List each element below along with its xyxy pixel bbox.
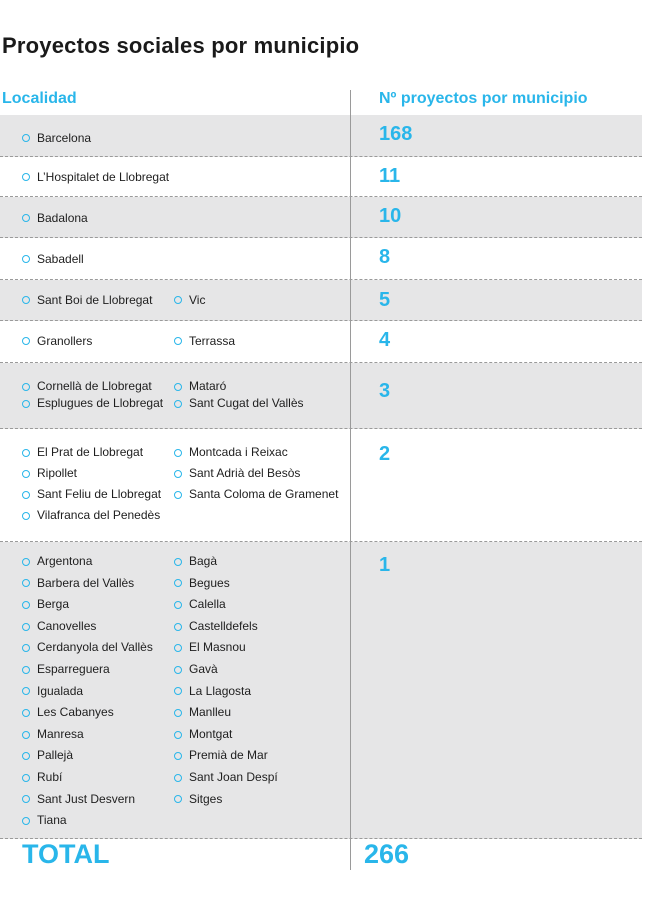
locality-column bbox=[22, 442, 161, 526]
municipality-item bbox=[174, 573, 278, 595]
bullet-circle-icon bbox=[22, 752, 30, 760]
bullet-circle-icon bbox=[174, 774, 182, 782]
municipality-item bbox=[174, 702, 278, 724]
municipality-name: Badalona bbox=[37, 211, 88, 225]
project-count: 10 bbox=[379, 205, 402, 227]
bullet-circle-icon bbox=[174, 666, 182, 674]
municipality-item bbox=[22, 789, 153, 811]
municipality-name: Igualada bbox=[37, 683, 84, 698]
municipality-name: Terrassa bbox=[189, 334, 236, 348]
municipality-name: Rubí bbox=[37, 769, 63, 784]
project-count: 4 bbox=[379, 329, 391, 351]
municipality-name: Sant Just Desvern bbox=[37, 791, 136, 806]
bullet-circle-icon bbox=[174, 337, 182, 345]
table-row bbox=[0, 363, 642, 429]
table-row bbox=[0, 321, 642, 363]
project-count: 3 bbox=[379, 380, 391, 402]
municipality-name: Tiana bbox=[37, 813, 67, 828]
municipality-name: El Prat de Llobregat bbox=[37, 445, 144, 459]
locality-column bbox=[174, 331, 235, 351]
municipality-name: Esparreguera bbox=[37, 661, 110, 676]
bullet-circle-icon bbox=[22, 579, 30, 587]
municipality-name: Vilafranca del Penedès bbox=[37, 508, 161, 522]
bullet-circle-icon bbox=[174, 383, 182, 391]
project-count: 8 bbox=[379, 246, 391, 268]
municipality-item bbox=[22, 810, 153, 832]
municipality-name: Argentona bbox=[37, 554, 93, 568]
bullet-circle-icon bbox=[22, 601, 30, 609]
bullet-circle-icon bbox=[22, 774, 30, 782]
municipality-name: Sitges bbox=[189, 791, 223, 806]
table-body bbox=[0, 115, 642, 839]
locality-column bbox=[22, 208, 88, 228]
bullet-circle-icon bbox=[174, 449, 182, 457]
municipality-name: Castelldefels bbox=[189, 618, 258, 633]
municipality-name: Bagà bbox=[189, 554, 218, 568]
municipality-item bbox=[174, 681, 278, 703]
municipality-name: Vic bbox=[189, 293, 206, 307]
municipality-item bbox=[22, 702, 153, 724]
municipality-item bbox=[22, 442, 161, 463]
bullet-circle-icon bbox=[22, 491, 30, 499]
municipality-name: Begues bbox=[189, 575, 230, 590]
bullet-circle-icon bbox=[174, 623, 182, 631]
municipality-name: Esplugues de Llobregat bbox=[37, 396, 164, 410]
municipality-item bbox=[22, 128, 91, 148]
municipality-item bbox=[22, 551, 153, 573]
bullet-circle-icon bbox=[22, 558, 30, 566]
municipality-item bbox=[174, 789, 278, 811]
municipality-name: Sant Boi de Llobregat bbox=[37, 293, 153, 307]
municipality-item bbox=[174, 767, 278, 789]
bullet-circle-icon bbox=[174, 601, 182, 609]
municipality-item bbox=[174, 724, 278, 746]
locality-cell bbox=[0, 321, 350, 362]
municipality-name: Sant Adrià del Besòs bbox=[189, 466, 301, 480]
municipality-name: L’Hospitalet de Llobregat bbox=[37, 170, 170, 184]
bullet-circle-icon bbox=[22, 623, 30, 631]
bullet-circle-icon bbox=[22, 296, 30, 304]
table-row bbox=[0, 115, 642, 157]
bullet-circle-icon bbox=[22, 214, 30, 222]
bullet-circle-icon bbox=[174, 709, 182, 717]
municipality-item bbox=[22, 505, 161, 526]
bullet-circle-icon bbox=[22, 709, 30, 717]
locality-cell bbox=[0, 542, 350, 838]
municipality-name: Barcelona bbox=[37, 131, 92, 145]
municipality-name: Sant Feliu de Llobregat bbox=[37, 487, 162, 501]
municipality-item bbox=[174, 395, 304, 412]
municipality-item bbox=[174, 442, 338, 463]
municipality-name: Montgat bbox=[189, 726, 233, 741]
municipality-item bbox=[22, 249, 84, 269]
locality-column bbox=[22, 128, 91, 148]
municipality-item bbox=[22, 637, 153, 659]
municipality-name: Cornellà de Llobregat bbox=[37, 379, 152, 393]
header-count: Nº proyectos por municipio bbox=[379, 90, 588, 107]
locality-column bbox=[174, 442, 338, 505]
bullet-circle-icon bbox=[22, 134, 30, 142]
municipality-name: Santa Coloma de Gramenet bbox=[189, 487, 339, 501]
bullet-circle-icon bbox=[22, 400, 30, 408]
bullet-circle-icon bbox=[174, 644, 182, 652]
municipality-item bbox=[22, 573, 153, 595]
municipality-name: Pallejà bbox=[37, 748, 74, 763]
municipality-item bbox=[174, 659, 278, 681]
municipality-item bbox=[174, 331, 235, 351]
total-label: TOTAL bbox=[22, 839, 110, 869]
locality-column bbox=[174, 378, 304, 412]
municipality-name: Cerdanyola del Vallès bbox=[37, 640, 153, 655]
bullet-circle-icon bbox=[22, 644, 30, 652]
table-row bbox=[0, 157, 642, 197]
bullet-circle-icon bbox=[22, 512, 30, 520]
table-row bbox=[0, 280, 642, 321]
locality-column bbox=[174, 551, 278, 810]
table-row bbox=[0, 429, 642, 542]
municipality-item bbox=[22, 378, 163, 395]
total-value: 266 bbox=[364, 839, 410, 869]
municipality-item bbox=[22, 745, 153, 767]
municipality-item bbox=[174, 378, 304, 395]
municipality-item bbox=[22, 616, 153, 638]
municipality-item bbox=[22, 681, 153, 703]
municipality-item bbox=[174, 290, 205, 310]
municipality-name: Barbera del Vallès bbox=[37, 575, 135, 590]
municipality-item bbox=[174, 484, 338, 505]
municipality-name: La Llagosta bbox=[189, 683, 252, 698]
municipality-item bbox=[22, 331, 92, 351]
locality-cell bbox=[0, 197, 350, 237]
bullet-circle-icon bbox=[174, 731, 182, 739]
municipality-name: Premià de Mar bbox=[189, 748, 268, 763]
municipality-item bbox=[22, 395, 163, 412]
locality-column bbox=[174, 290, 205, 310]
locality-column bbox=[22, 167, 169, 187]
locality-column bbox=[22, 378, 163, 412]
bullet-circle-icon bbox=[174, 296, 182, 304]
municipality-item bbox=[174, 594, 278, 616]
table-header bbox=[0, 86, 642, 115]
locality-cell bbox=[0, 238, 350, 279]
project-count: 11 bbox=[379, 165, 401, 187]
municipality-item bbox=[22, 724, 153, 746]
municipality-item bbox=[174, 616, 278, 638]
municipality-item bbox=[174, 551, 278, 573]
municipality-item bbox=[174, 463, 338, 484]
bullet-circle-icon bbox=[174, 491, 182, 499]
municipality-name: Gavà bbox=[189, 661, 218, 676]
header-locality: Localidad bbox=[2, 90, 77, 107]
bullet-circle-icon bbox=[22, 666, 30, 674]
municipality-item bbox=[22, 594, 153, 616]
project-count: 168 bbox=[379, 123, 413, 145]
project-count: 5 bbox=[379, 289, 391, 311]
bullet-circle-icon bbox=[22, 817, 30, 825]
bullet-circle-icon bbox=[174, 400, 182, 408]
bullet-circle-icon bbox=[22, 383, 30, 391]
municipality-name: Les Cabanyes bbox=[37, 705, 114, 720]
municipality-item bbox=[22, 484, 161, 505]
bullet-circle-icon bbox=[174, 752, 182, 760]
bullet-circle-icon bbox=[22, 337, 30, 345]
municipality-name: Sabadell bbox=[37, 252, 84, 266]
locality-cell bbox=[0, 363, 350, 428]
bullet-circle-icon bbox=[22, 795, 30, 803]
locality-column bbox=[22, 290, 152, 310]
municipality-table bbox=[0, 86, 642, 839]
locality-cell bbox=[0, 280, 350, 320]
locality-column bbox=[22, 331, 92, 351]
locality-cell bbox=[0, 429, 350, 541]
column-divider bbox=[350, 90, 351, 870]
municipality-item bbox=[22, 167, 169, 187]
municipality-item bbox=[22, 208, 88, 228]
municipality-name: Mataró bbox=[189, 379, 227, 393]
bullet-circle-icon bbox=[174, 579, 182, 587]
bullet-circle-icon bbox=[22, 255, 30, 263]
municipality-name: Canovelles bbox=[37, 618, 97, 633]
project-count: 2 bbox=[379, 443, 391, 465]
municipality-name: Sant Cugat del Vallès bbox=[189, 396, 304, 410]
municipality-name: Manresa bbox=[37, 726, 84, 741]
table-row bbox=[0, 197, 642, 238]
bullet-circle-icon bbox=[174, 470, 182, 478]
table-row bbox=[0, 238, 642, 280]
municipality-name: Manlleu bbox=[189, 705, 232, 720]
bullet-circle-icon bbox=[174, 795, 182, 803]
page-title: Proyectos sociales por municipio bbox=[2, 33, 360, 58]
municipality-name: El Masnou bbox=[189, 640, 246, 655]
locality-cell bbox=[0, 157, 350, 196]
municipality-name: Calella bbox=[189, 597, 226, 612]
bullet-circle-icon bbox=[22, 731, 30, 739]
bullet-circle-icon bbox=[22, 470, 30, 478]
municipality-name: Ripollet bbox=[37, 466, 78, 480]
bullet-circle-icon bbox=[22, 687, 30, 695]
municipality-item bbox=[22, 659, 153, 681]
bullet-circle-icon bbox=[22, 173, 30, 181]
municipality-item bbox=[22, 463, 161, 484]
bullet-circle-icon bbox=[174, 558, 182, 566]
municipality-name: Granollers bbox=[37, 334, 93, 348]
locality-column bbox=[22, 551, 153, 832]
locality-column bbox=[22, 249, 84, 269]
table-row bbox=[0, 542, 642, 839]
bullet-circle-icon bbox=[22, 449, 30, 457]
bullet-circle-icon bbox=[174, 687, 182, 695]
municipality-item bbox=[22, 290, 152, 310]
municipality-name: Berga bbox=[37, 597, 70, 612]
municipality-name: Sant Joan Despí bbox=[189, 769, 278, 784]
municipality-item bbox=[174, 637, 278, 659]
municipality-item bbox=[22, 767, 153, 789]
project-count: 1 bbox=[379, 554, 391, 576]
municipality-item bbox=[174, 745, 278, 767]
locality-cell bbox=[0, 115, 350, 156]
municipality-name: Montcada i Reixac bbox=[189, 445, 288, 459]
